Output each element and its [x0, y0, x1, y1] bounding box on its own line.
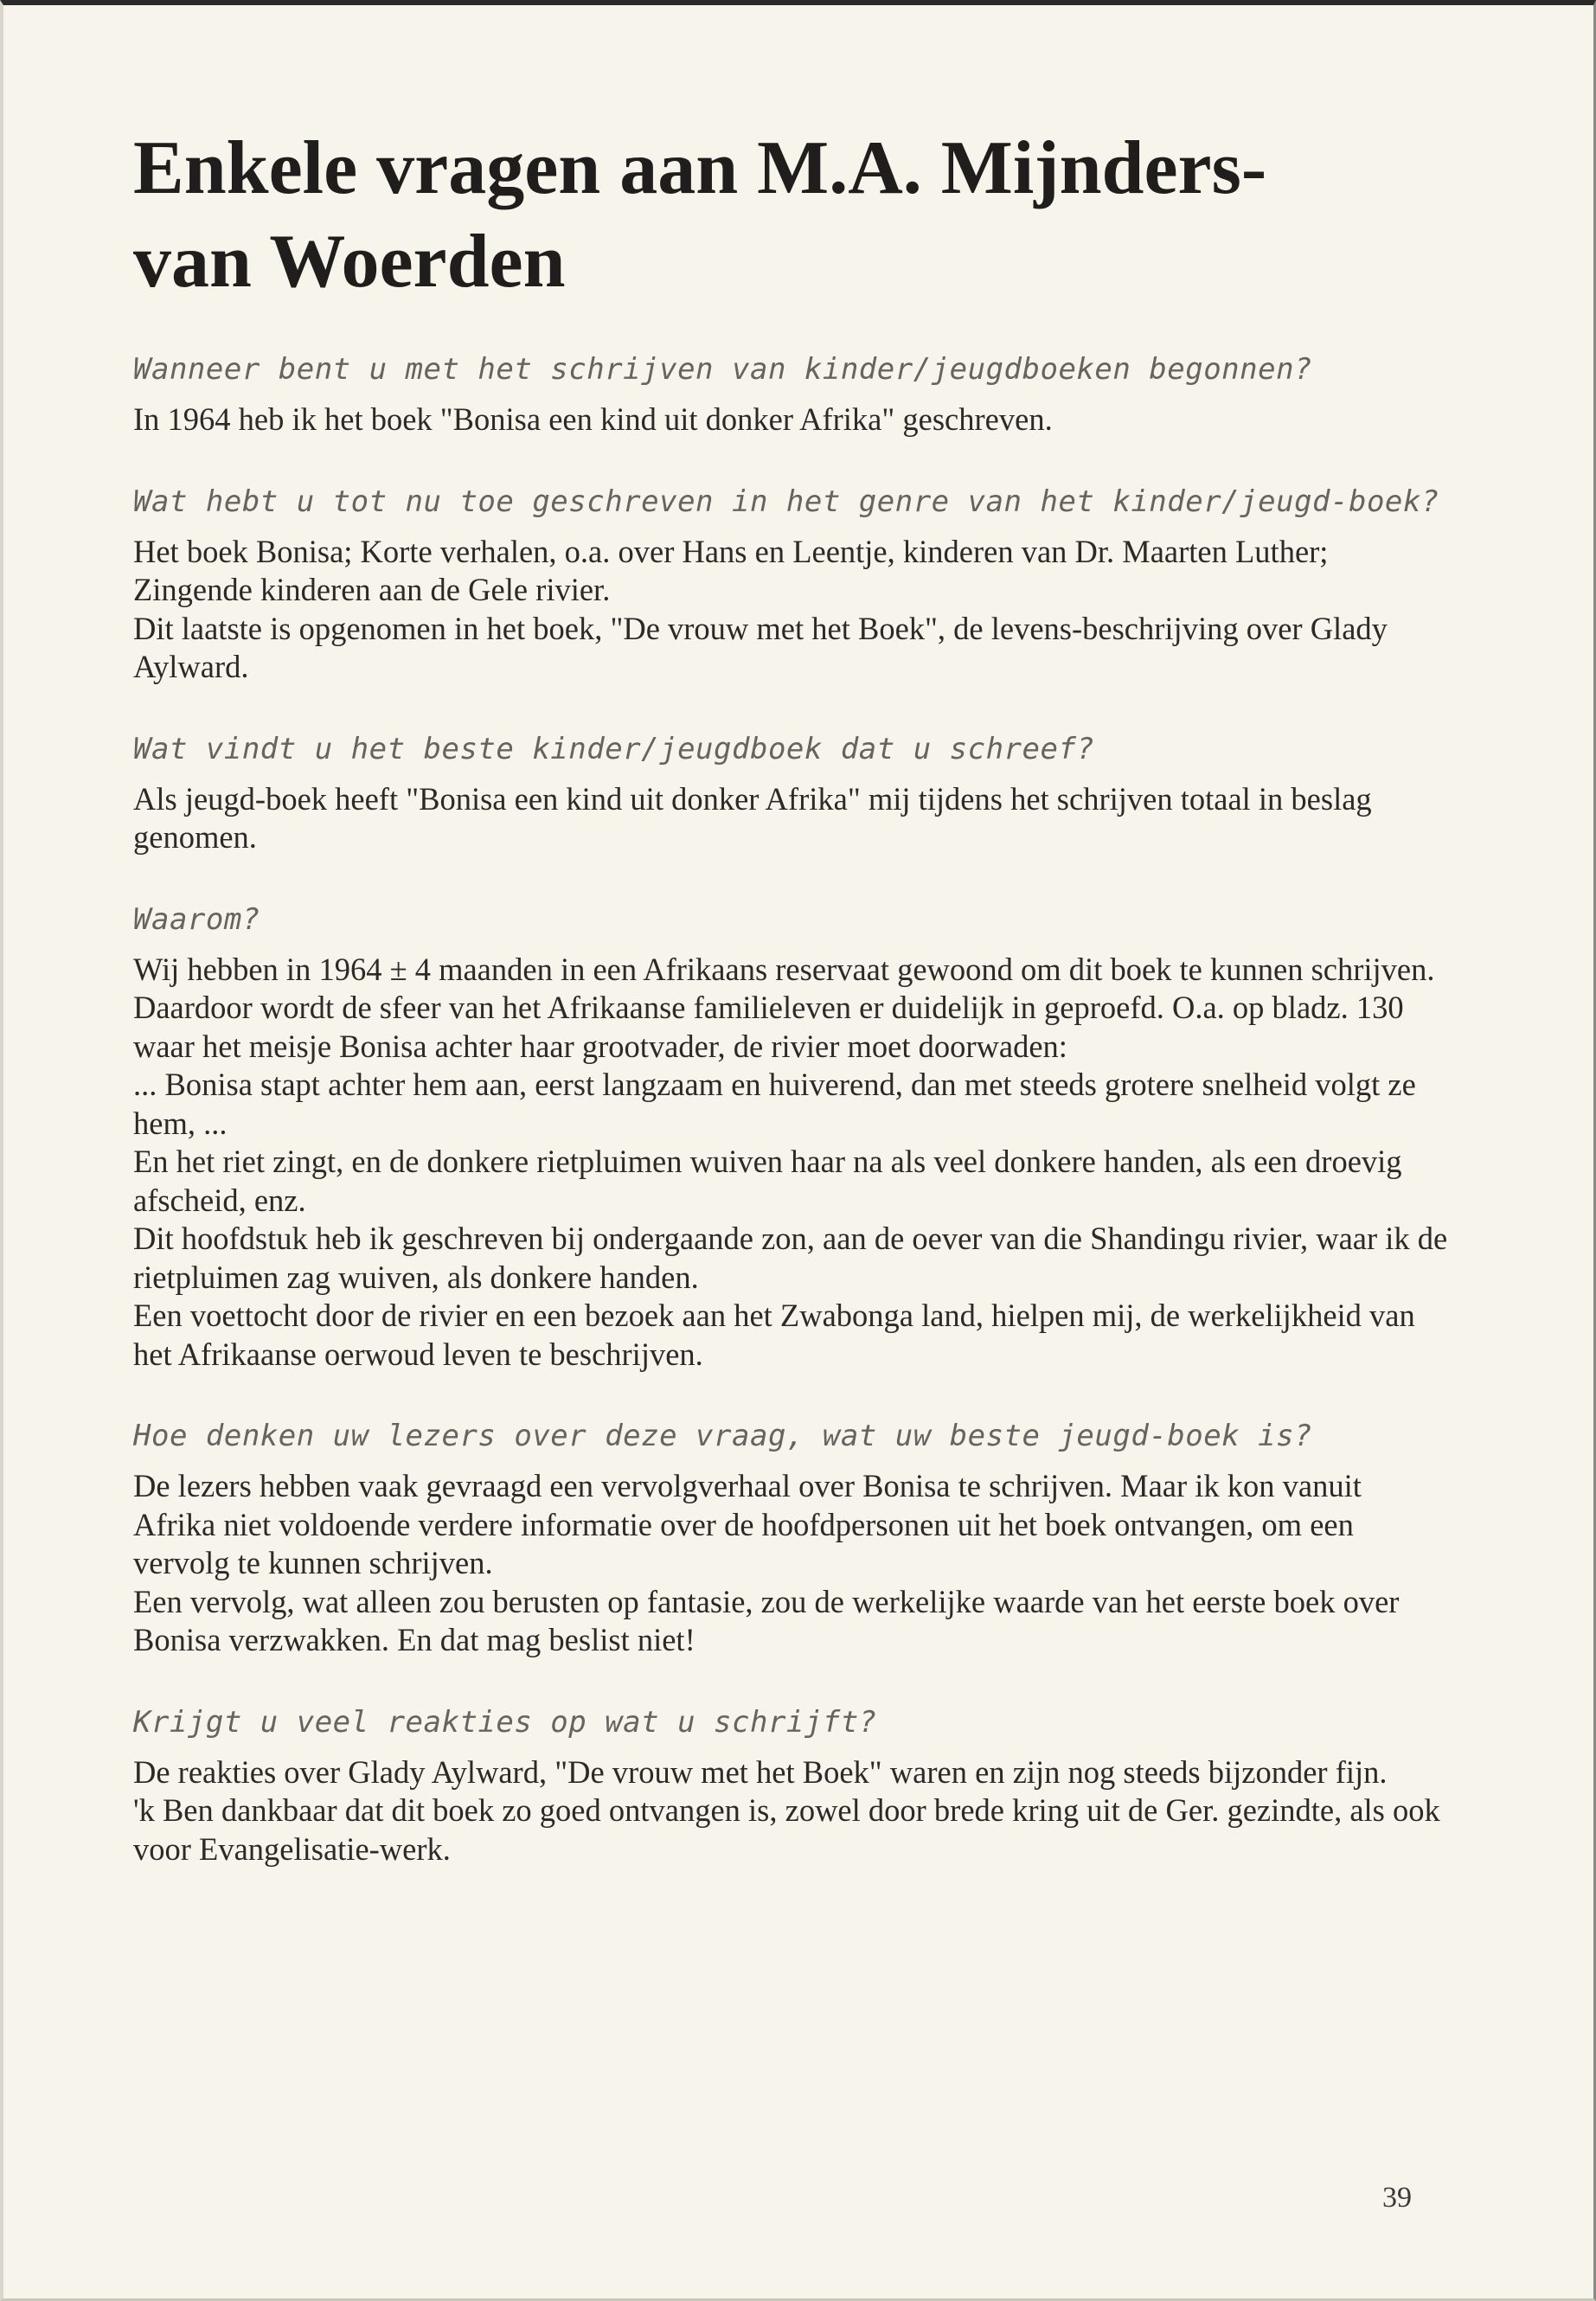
answer-paragraph: ... Bonisa stapt achter hem aan, eerst langzaam en huiverend, dan met steeds grotere snelheid volgt ze hem, ... [133, 1067, 1416, 1141]
answer-paragraph: De lezers hebben vaak gevraagd een vervolgverhaal over Bonisa te schrijven. Maar ik kon vanuit Afrika niet voldoende verdere informatie over de hoofdpersonen uit het boek ontvangen, om een vervolg te kunnen schrijven. [133, 1468, 1362, 1580]
answer-paragraph: Wij hebben in 1964 ± 4 maanden in een Afrikaans reservaat gewoond om dit boek te kunnen schrijven. Daardoor wordt de sfeer van het Afrikaanse familieleven er duidelijk in geproefd. O.a. op bladz. 130 waar het meisje Bonisa achter haar grootvader, de rivier moet doorwaden: [133, 951, 1435, 1064]
answer-1 [133, 401, 1448, 439]
page-number: 39 [1382, 2182, 1412, 2214]
answer-paragraph: Als jeugd-boek heeft "Bonisa een kind uit donker Afrika" mij tijdens het schrijven totaal in beslag genomen. [133, 780, 1372, 855]
title-line-2: van Woerden [133, 220, 566, 304]
answer-6 [133, 1753, 1448, 1869]
answer-paragraph: Dit hoofdstuk heb ik geschreven bij ondergaande zon, aan de oever van die Shandingu rivier, waar ik de rietpluimen zag wuiven, als donkere handen. [133, 1221, 1448, 1295]
question-6: Krijgt u veel reakties op wat u schrijft? [133, 1704, 877, 1740]
answer-paragraph: Dit laatste is opgenomen in het boek, "De vrouw met het Boek", de levens-beschrijving over Glady Aylward. [133, 610, 1388, 684]
answer-paragraph: De reakties over Glady Aylward, "De vrouw met het Boek" waren en zijn nog steeds bijzonder fijn. [133, 1753, 1388, 1790]
page-title [133, 122, 1448, 309]
question-5: Hoe denken uw lezers over deze vraag, wat uw beste jeugd-boek is? [133, 1419, 1313, 1453]
answer-paragraph: In 1964 heb ik het boek "Bonisa een kind uit donker Afrika" geschreven. [133, 401, 1053, 437]
question-2: Wat hebt u tot nu toe geschreven in het genre van het kinder/jeugd-boek? [133, 484, 1439, 519]
answer-paragraph: Een vervolg, wat alleen zou berusten op fantasie, zou de werkelijke waarde van het eerste boek over Bonisa verzwakken. En dat mag beslist niet! [133, 1583, 1400, 1657]
question-1: Wanneer bent u met het schrijven van kinder/jeugdboeken begonnen? [133, 352, 1313, 387]
article [133, 122, 1448, 1912]
answer-4 [133, 951, 1448, 1375]
answer-3 [133, 780, 1448, 857]
answer-paragraph: Het boek Bonisa; Korte verhalen, o.a. over Hans en Leentje, kinderen van Dr. Maarten Luther; Zingende kinderen aan de Gele rivier. [133, 533, 1329, 607]
answer-paragraph: En het riet zingt, en de donkere rietpluimen wuiven haar na als veel donkere handen, als een droevig afscheid, enz. [133, 1144, 1402, 1218]
question-4: Waarom? [133, 901, 260, 937]
question-3: Wat vindt u het beste kinder/jeugdboek dat u schreef? [133, 731, 1095, 766]
answer-5 [133, 1467, 1448, 1660]
answer-paragraph: 'k Ben dankbaar dat dit boek zo goed ontvangen is, zowel door brede kring uit de Ger. gezindte, als ook voor Evangelisatie-werk. [133, 1792, 1440, 1867]
answer-2 [133, 533, 1448, 687]
title-line-1: Enkele vragen aan M.A. Mijnders- [133, 126, 1267, 210]
answer-paragraph: Een voettocht door de rivier en een bezoek aan het Zwabonga land, hielpen mij, de werkelijkheid van het Afrikaanse oerwoud leven te beschrijven. [133, 1298, 1415, 1372]
